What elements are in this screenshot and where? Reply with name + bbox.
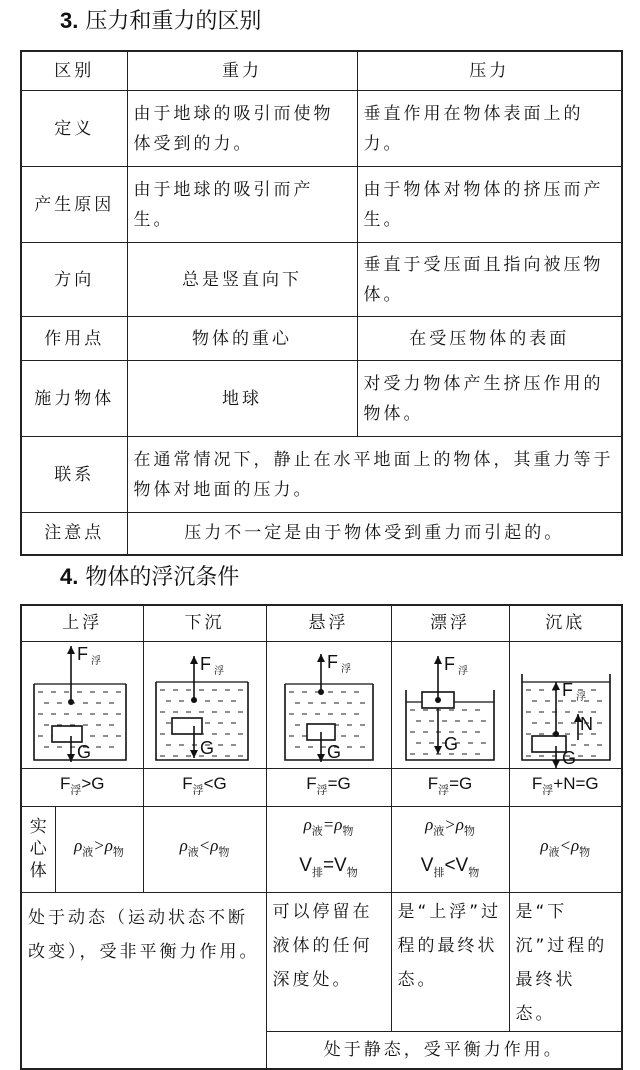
header-cell: 压力 — [357, 51, 622, 91]
density-row — [21, 806, 622, 892]
buoyant-force-arrow-head — [190, 656, 198, 664]
dynamic-description: 处于动态（运动状态不断改变），受非平衡力作用。 — [21, 892, 266, 1069]
diagram-cell — [21, 641, 143, 768]
buoyant-force-label: $F_浮$ — [77, 643, 104, 667]
object-block — [532, 736, 566, 752]
bottom-diagram — [510, 642, 623, 768]
table-row — [21, 361, 622, 437]
force-condition: $F_浮<G$ — [143, 768, 266, 806]
table-row — [21, 91, 622, 167]
state-header: 悬浮 — [266, 605, 391, 641]
suspended-diagram — [267, 642, 392, 768]
gravity-label: G — [199, 737, 217, 758]
solid-body-label: 实心体 — [21, 806, 55, 892]
section-3-heading — [60, 6, 261, 37]
gravity-pressure-table — [20, 50, 623, 556]
rising-diagram — [22, 642, 144, 768]
force-row — [21, 768, 622, 806]
state-header: 上浮 — [21, 605, 143, 641]
pressure-cell: 对受力物体产生挤压作用的物体。 — [357, 361, 622, 437]
state-header: 漂浮 — [391, 605, 509, 641]
gravity-cell: 由于地球的吸引而产生。 — [127, 167, 357, 243]
gravity-cell: 地球 — [127, 361, 357, 437]
diagram-cell — [143, 641, 266, 768]
pressure-cell: 垂直作用在物体表面上的力。 — [357, 91, 622, 167]
relation-label: 联系 — [21, 437, 127, 513]
buoyant-force-label: $F_浮$ — [561, 679, 589, 703]
center-dot — [435, 697, 441, 703]
row-label: 作用点 — [21, 317, 127, 361]
suspend-description: 可以停留在液体的任何深度处。 — [266, 892, 391, 1031]
section-4-title: 物体的浮沉条件 — [85, 565, 240, 590]
section-4-number: 4. — [60, 564, 79, 589]
gravity-label: G — [561, 747, 579, 768]
diagram-cell — [266, 641, 391, 768]
row-label: 施力物体 — [21, 361, 127, 437]
row-label: 产生原因 — [21, 167, 127, 243]
gravity-cell: 由于地球的吸引而使物体受到的力。 — [127, 91, 357, 167]
table-row — [21, 513, 622, 555]
volume-condition: $V_排=V_物$ — [299, 854, 358, 879]
pressure-cell: 在受压物体的表面 — [357, 317, 622, 361]
state-header: 下沉 — [143, 605, 266, 641]
diagram-cell — [509, 641, 622, 768]
buoyant-force-label: $F_浮$ — [443, 653, 471, 677]
floating-diagram — [392, 642, 510, 768]
density-condition: $\rho_液<\rho_物$ — [509, 806, 622, 892]
gravity-cell: 总是竖直向下 — [127, 243, 357, 317]
sink-description: 是“下沉”过程的最终状态。 — [509, 892, 622, 1031]
buoyant-force-label-subscript: 浮 — [91, 655, 104, 667]
density-condition: $\rho_液>\rho_物$ $V_排<V_物$ — [391, 806, 509, 892]
buoyant-force-arrow-head — [552, 682, 560, 690]
header-cell: 重力 — [127, 51, 357, 91]
header-cell: 区别 — [21, 51, 127, 91]
normal-force-label: N — [579, 713, 596, 734]
note-label: 注意点 — [21, 513, 127, 555]
gravity-arrow-head — [434, 746, 442, 754]
object-block — [172, 718, 202, 734]
center-dot — [553, 731, 559, 737]
section-4-heading — [60, 562, 239, 593]
buoyancy-conditions-table — [20, 604, 623, 1070]
gravity-label: G — [326, 741, 344, 762]
density-condition: $\rho_液>\rho_物$ — [55, 806, 143, 892]
buoyant-force-arrow-head — [67, 646, 75, 654]
float-description: 是“上浮”过程的最终状态。 — [391, 892, 509, 1031]
state-description-row — [21, 892, 622, 1031]
table-row — [21, 243, 622, 317]
table-header-row — [21, 51, 622, 91]
density-condition: $\rho_液=\rho_物$ $V_排=V_物$ — [266, 806, 391, 892]
diagram-cell — [391, 641, 509, 768]
center-dot — [68, 699, 74, 705]
buoyant-force-label-subscript: 浮 — [213, 665, 227, 677]
buoyant-force-arrow-head — [434, 656, 442, 664]
force-condition: $F_浮=G$ — [266, 768, 391, 806]
pressure-cell: 垂直于受压面且指向被压物体。 — [357, 243, 622, 317]
buoyant-force-label-subscript: 浮 — [457, 665, 471, 677]
states-row — [21, 605, 622, 641]
sinking-diagram — [144, 642, 267, 768]
gravity-label: G — [77, 741, 95, 762]
row-label: 方向 — [21, 243, 127, 317]
state-header: 沉底 — [509, 605, 622, 641]
volume-condition: $V_排<V_物$ — [420, 854, 480, 879]
force-condition: $F_浮=G$ — [391, 768, 509, 806]
diagrams-row — [21, 641, 622, 768]
row-label: 定义 — [21, 91, 127, 167]
section-3-number: 3. — [60, 8, 79, 33]
buoyant-force-arrow-head — [317, 654, 325, 662]
buoyant-force-label: $F_浮$ — [199, 653, 227, 677]
table-row — [21, 167, 622, 243]
force-condition: $F_浮+N=G$ — [509, 768, 622, 806]
static-description: 处于静态，受平衡力作用。 — [266, 1031, 622, 1069]
note-text: 压力不一定是由于物体受到重力而引起的。 — [127, 513, 622, 555]
relation-text: 在通常情况下，静止在水平地面上的物体，其重力等于物体对地面的压力。 — [127, 437, 622, 513]
gravity-label: G — [443, 733, 461, 754]
gravity-arrow-head — [190, 750, 198, 758]
buoyant-force-label-subscript: 浮 — [340, 663, 354, 675]
gravity-arrow-head — [552, 760, 560, 768]
density-condition: $\rho_液<\rho_物$ — [143, 806, 266, 892]
table-row — [21, 437, 622, 513]
gravity-cell: 物体的重心 — [127, 317, 357, 361]
section-3-title: 压力和重力的区别 — [85, 9, 262, 34]
force-condition: $F_浮>G$ — [21, 768, 143, 806]
object-block — [52, 726, 82, 742]
buoyant-force-label-subscript: 浮 — [575, 691, 589, 703]
buoyant-force-label: $F_浮$ — [326, 651, 354, 675]
pressure-cell: 由于物体对物体的挤压而产生。 — [357, 167, 622, 243]
center-dot — [191, 697, 197, 703]
center-dot — [318, 689, 324, 695]
table-row — [21, 317, 622, 361]
